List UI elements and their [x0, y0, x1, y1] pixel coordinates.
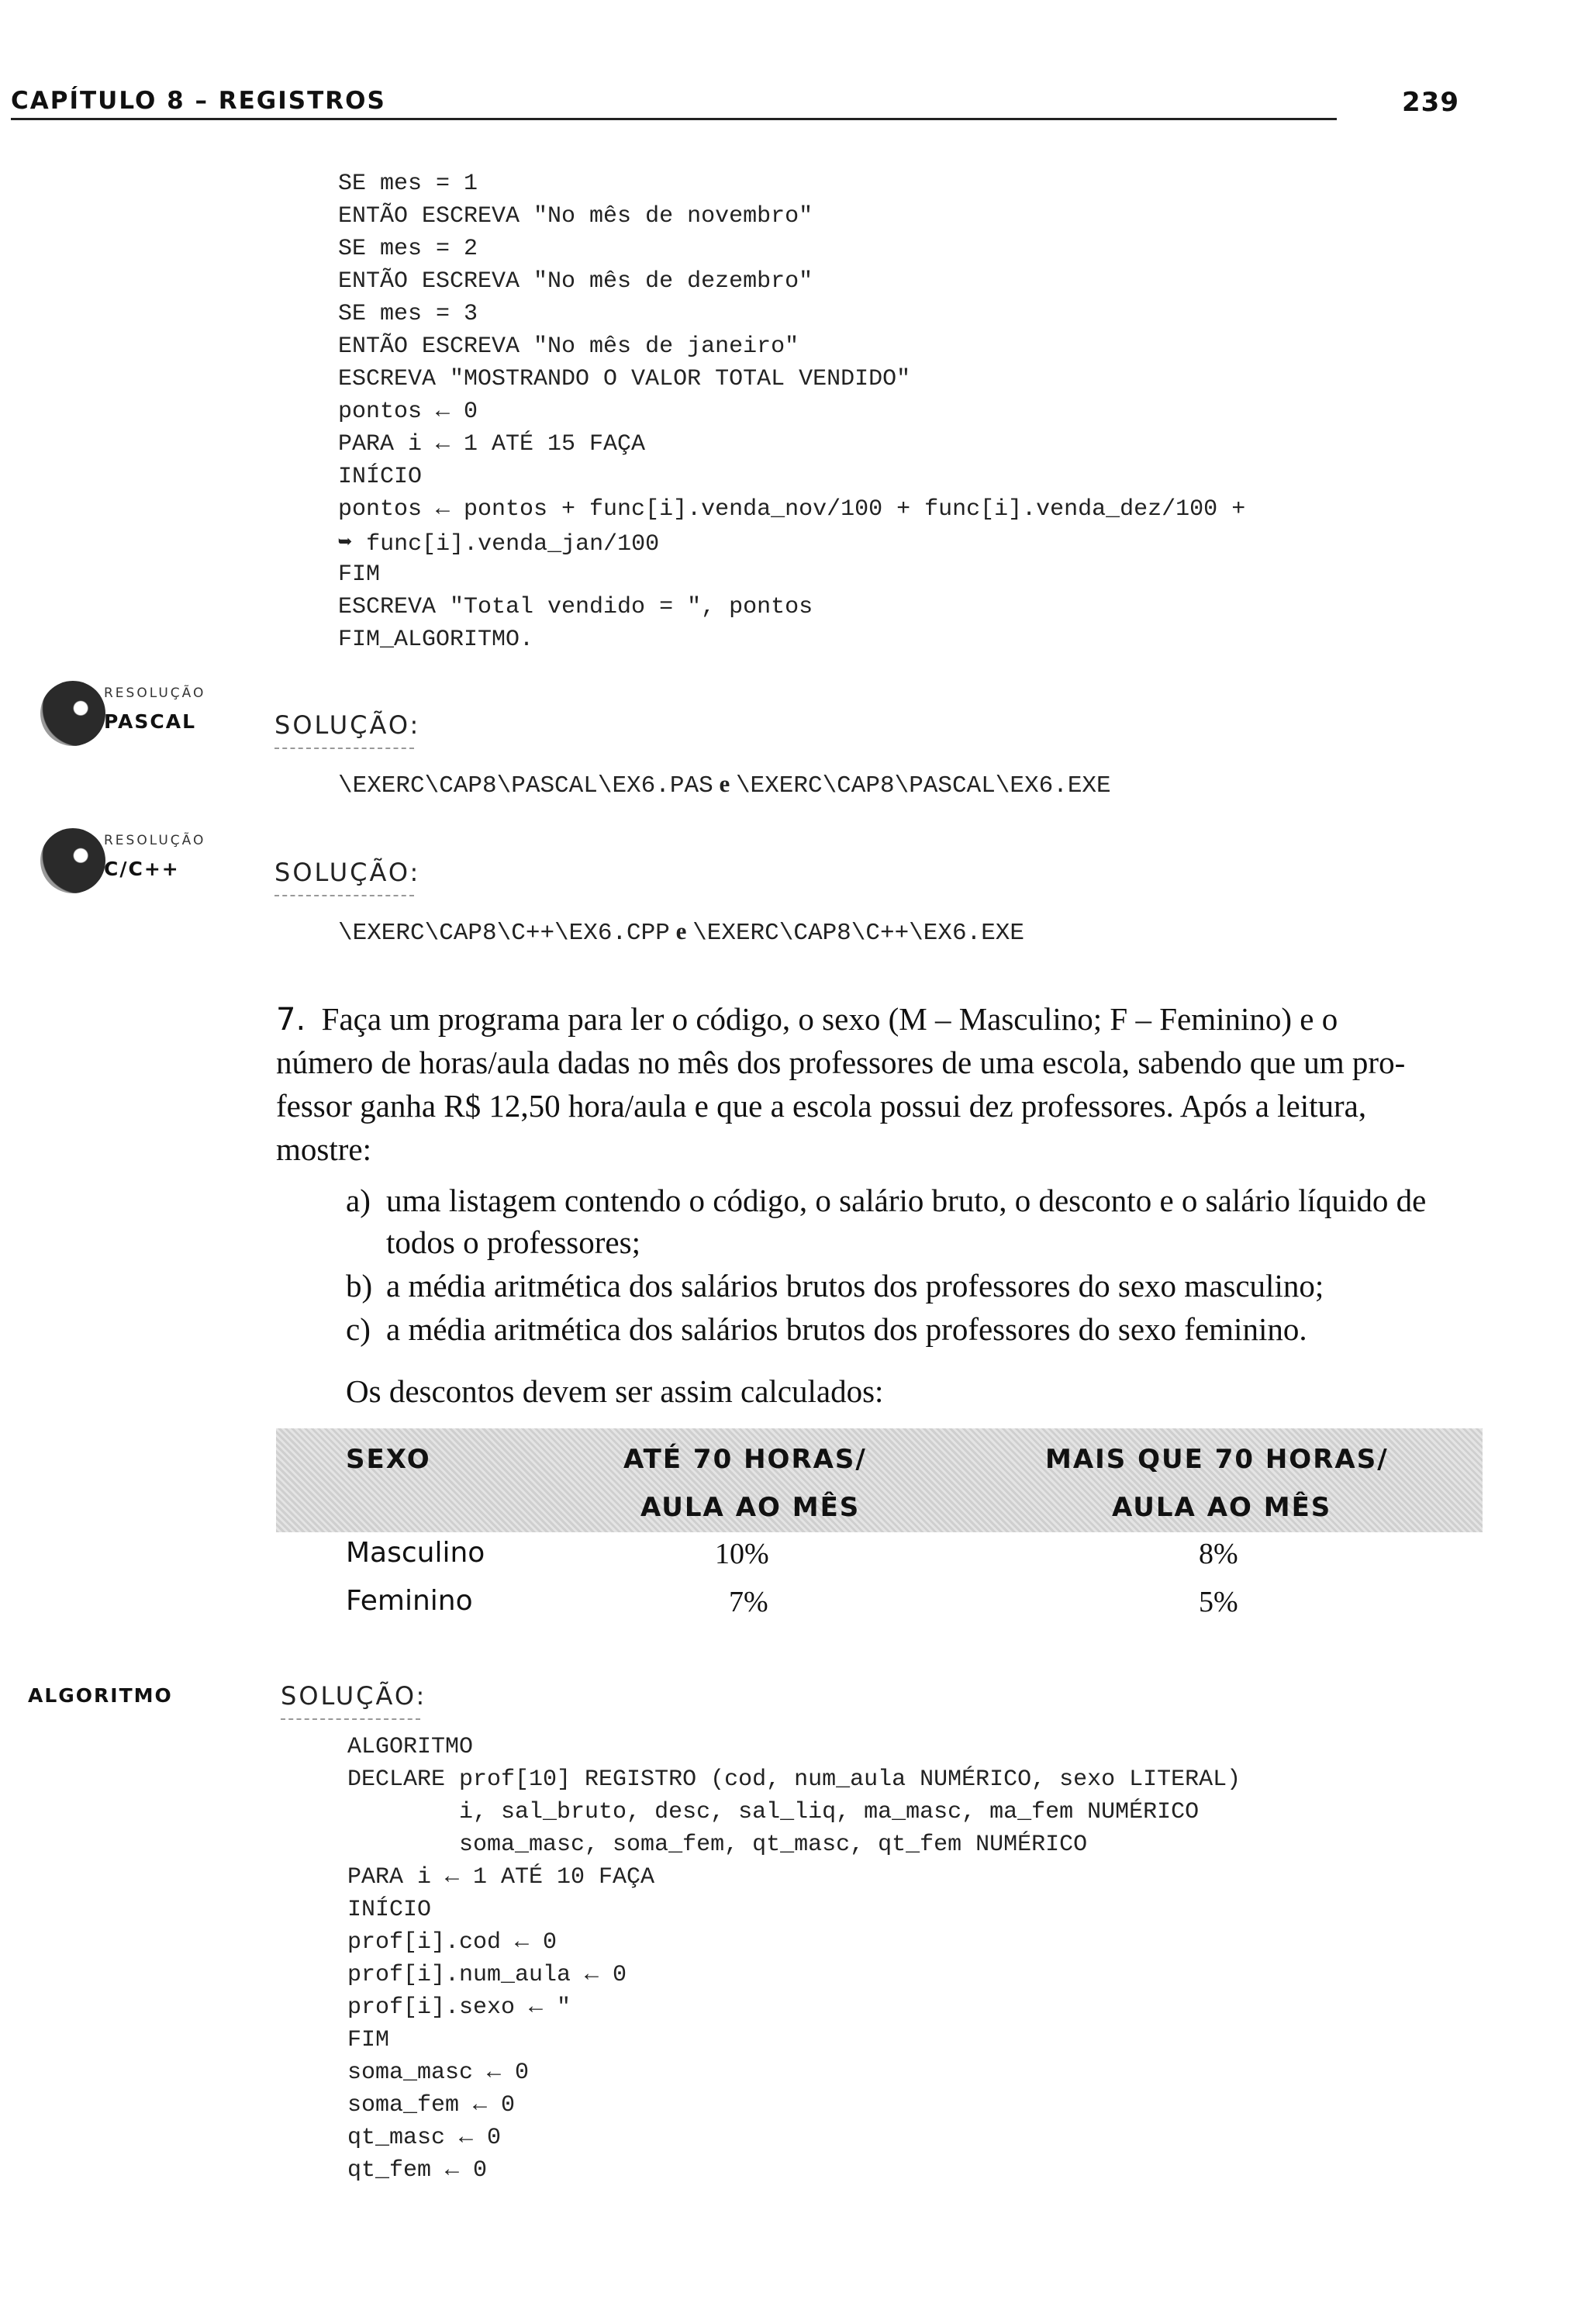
pascal-label: PASCAL	[104, 710, 197, 733]
table-header-ate70: ATÉ 70 HORAS/	[623, 1444, 867, 1475]
table-cell-sexo: Masculino	[346, 1537, 485, 1569]
table-cell-mais70: 8%	[1199, 1538, 1238, 1570]
path-exe: \EXERC\CAP8\C++\EX6.EXE	[692, 920, 1025, 947]
code-line: ESCREVA "Total vendido = ", pontos	[338, 594, 813, 620]
exercise-line: número de horas/aula dadas no mês dos professores de uma escola, sabendo que um pro-	[276, 1045, 1406, 1080]
exercise-line: fessor ganha R$ 12,50 hora/aula e que a escola possui dez professores. Após a leitura,	[276, 1088, 1367, 1124]
table-header-mais70-sub: AULA AO MÊS	[1112, 1492, 1332, 1523]
file-path-line	[338, 770, 1111, 799]
item-marker: a)	[346, 1183, 371, 1218]
code-line: prof[i].sexo ← "	[347, 1994, 571, 2021]
code-line: pontos ← 0	[338, 399, 478, 425]
solucao-underline	[274, 748, 414, 749]
table-header-ate70-sub: AULA AO MÊS	[640, 1492, 861, 1523]
item-text: a média aritmética dos salários brutos dos professores do sexo masculino;	[386, 1268, 1324, 1304]
code-line: ESCREVA "MOSTRANDO O VALOR TOTAL VENDIDO"	[338, 366, 911, 392]
code-line: DECLARE prof[10] REGISTRO (cod, num_aula NUMÉRICO, sexo LITERAL)	[347, 1766, 1241, 1793]
code-line: ENTÃO ESCREVA "No mês de janeiro"	[338, 333, 799, 360]
code-line: FIM	[338, 561, 381, 588]
table-header-mais70: MAIS QUE 70 HORAS/	[1045, 1444, 1389, 1475]
header-rule	[11, 118, 1337, 120]
code-line: ENTÃO ESCREVA "No mês de dezembro"	[338, 268, 813, 295]
item-text: todos o professores;	[386, 1224, 640, 1260]
exercise-text: Faça um programa para ler o código, o sexo (M – Masculino; F – Feminino) e o	[321, 1001, 1338, 1037]
code-line: PARA i ← 1 ATÉ 15 FAÇA	[338, 431, 646, 458]
code-line: SE mes = 3	[338, 301, 478, 327]
resolucao-label: RESOLUÇÃO	[104, 685, 206, 701]
solucao-heading: SOLUÇÃO:	[281, 1681, 427, 1711]
table-cell-sexo: Feminino	[346, 1585, 473, 1617]
page-number: 239	[1402, 87, 1459, 118]
code-line: ENTÃO ESCREVA "No mês de novembro"	[338, 203, 813, 230]
code-line: FIM_ALGORITMO.	[338, 627, 534, 653]
code-line: soma_fem ← 0	[347, 2092, 516, 2119]
algoritmo-label: ALGORITMO	[28, 1684, 173, 1707]
code-line: PARA i ← 1 ATÉ 10 FAÇA	[347, 1864, 655, 1891]
exercise-number: 7.	[276, 1002, 306, 1038]
item-marker: b)	[346, 1268, 373, 1304]
code-line: INÍCIO	[338, 464, 423, 490]
path-conjunction: e	[675, 917, 687, 944]
item-text: uma listagem contendo o código, o salário bruto, o desconto e o salário líquido de	[386, 1183, 1427, 1218]
item-marker: c)	[346, 1311, 371, 1347]
table-cell-mais70: 5%	[1199, 1586, 1238, 1618]
solucao-heading: SOLUÇÃO:	[274, 858, 421, 887]
path-conjunction: e	[719, 770, 730, 797]
code-line: pontos ← pontos + func[i].venda_nov/100 + func[i].venda_dez/100 +	[338, 496, 1246, 523]
code-line: SE mes = 1	[338, 171, 478, 197]
exercise-line	[276, 1000, 1338, 1038]
code-line: i, sal_bruto, desc, sal_liq, ma_masc, ma_fem NUMÉRICO	[347, 1799, 1200, 1825]
code-line: FIM	[347, 2027, 390, 2053]
code-line: prof[i].cod ← 0	[347, 1929, 558, 1956]
cpp-label: C/C++	[104, 858, 180, 880]
code-line: ➥ func[i].venda_jan/100	[338, 531, 660, 558]
item-text: a média aritmética dos salários brutos dos professores do sexo feminino.	[386, 1311, 1307, 1347]
code-line: ALGORITMO	[347, 1734, 474, 1760]
table-cell-ate70: 7%	[729, 1586, 768, 1618]
file-path-line	[338, 917, 1024, 947]
table-header-sexo: SEXO	[346, 1444, 431, 1475]
chapter-title: CAPÍTULO 8 – REGISTROS	[11, 87, 386, 115]
path-pas: \EXERC\CAP8\PASCAL\EX6.PAS	[338, 772, 713, 799]
discount-intro: Os descontos devem ser assim calculados:	[346, 1373, 884, 1409]
code-line: INÍCIO	[347, 1897, 432, 1923]
resolucao-label: RESOLUÇÃO	[104, 833, 206, 848]
code-line: SE mes = 2	[338, 236, 478, 262]
path-exe: \EXERC\CAP8\PASCAL\EX6.EXE	[735, 772, 1111, 799]
cd-disk-icon	[40, 828, 105, 893]
code-line: qt_masc ← 0	[347, 2125, 502, 2151]
code-line: prof[i].num_aula ← 0	[347, 1962, 627, 1988]
exercise-line: mostre:	[276, 1131, 371, 1167]
cd-disk-icon	[40, 681, 105, 746]
solucao-underline	[281, 1718, 420, 1720]
solucao-underline	[274, 895, 414, 896]
path-cpp: \EXERC\CAP8\C++\EX6.CPP	[338, 920, 670, 947]
solucao-heading: SOLUÇÃO:	[274, 710, 421, 740]
code-line: soma_masc ← 0	[347, 2060, 530, 2086]
code-line: qt_fem ← 0	[347, 2157, 488, 2184]
table-cell-ate70: 10%	[715, 1538, 769, 1570]
code-line: soma_masc, soma_fem, qt_masc, qt_fem NUMÉRICO	[347, 1832, 1088, 1858]
